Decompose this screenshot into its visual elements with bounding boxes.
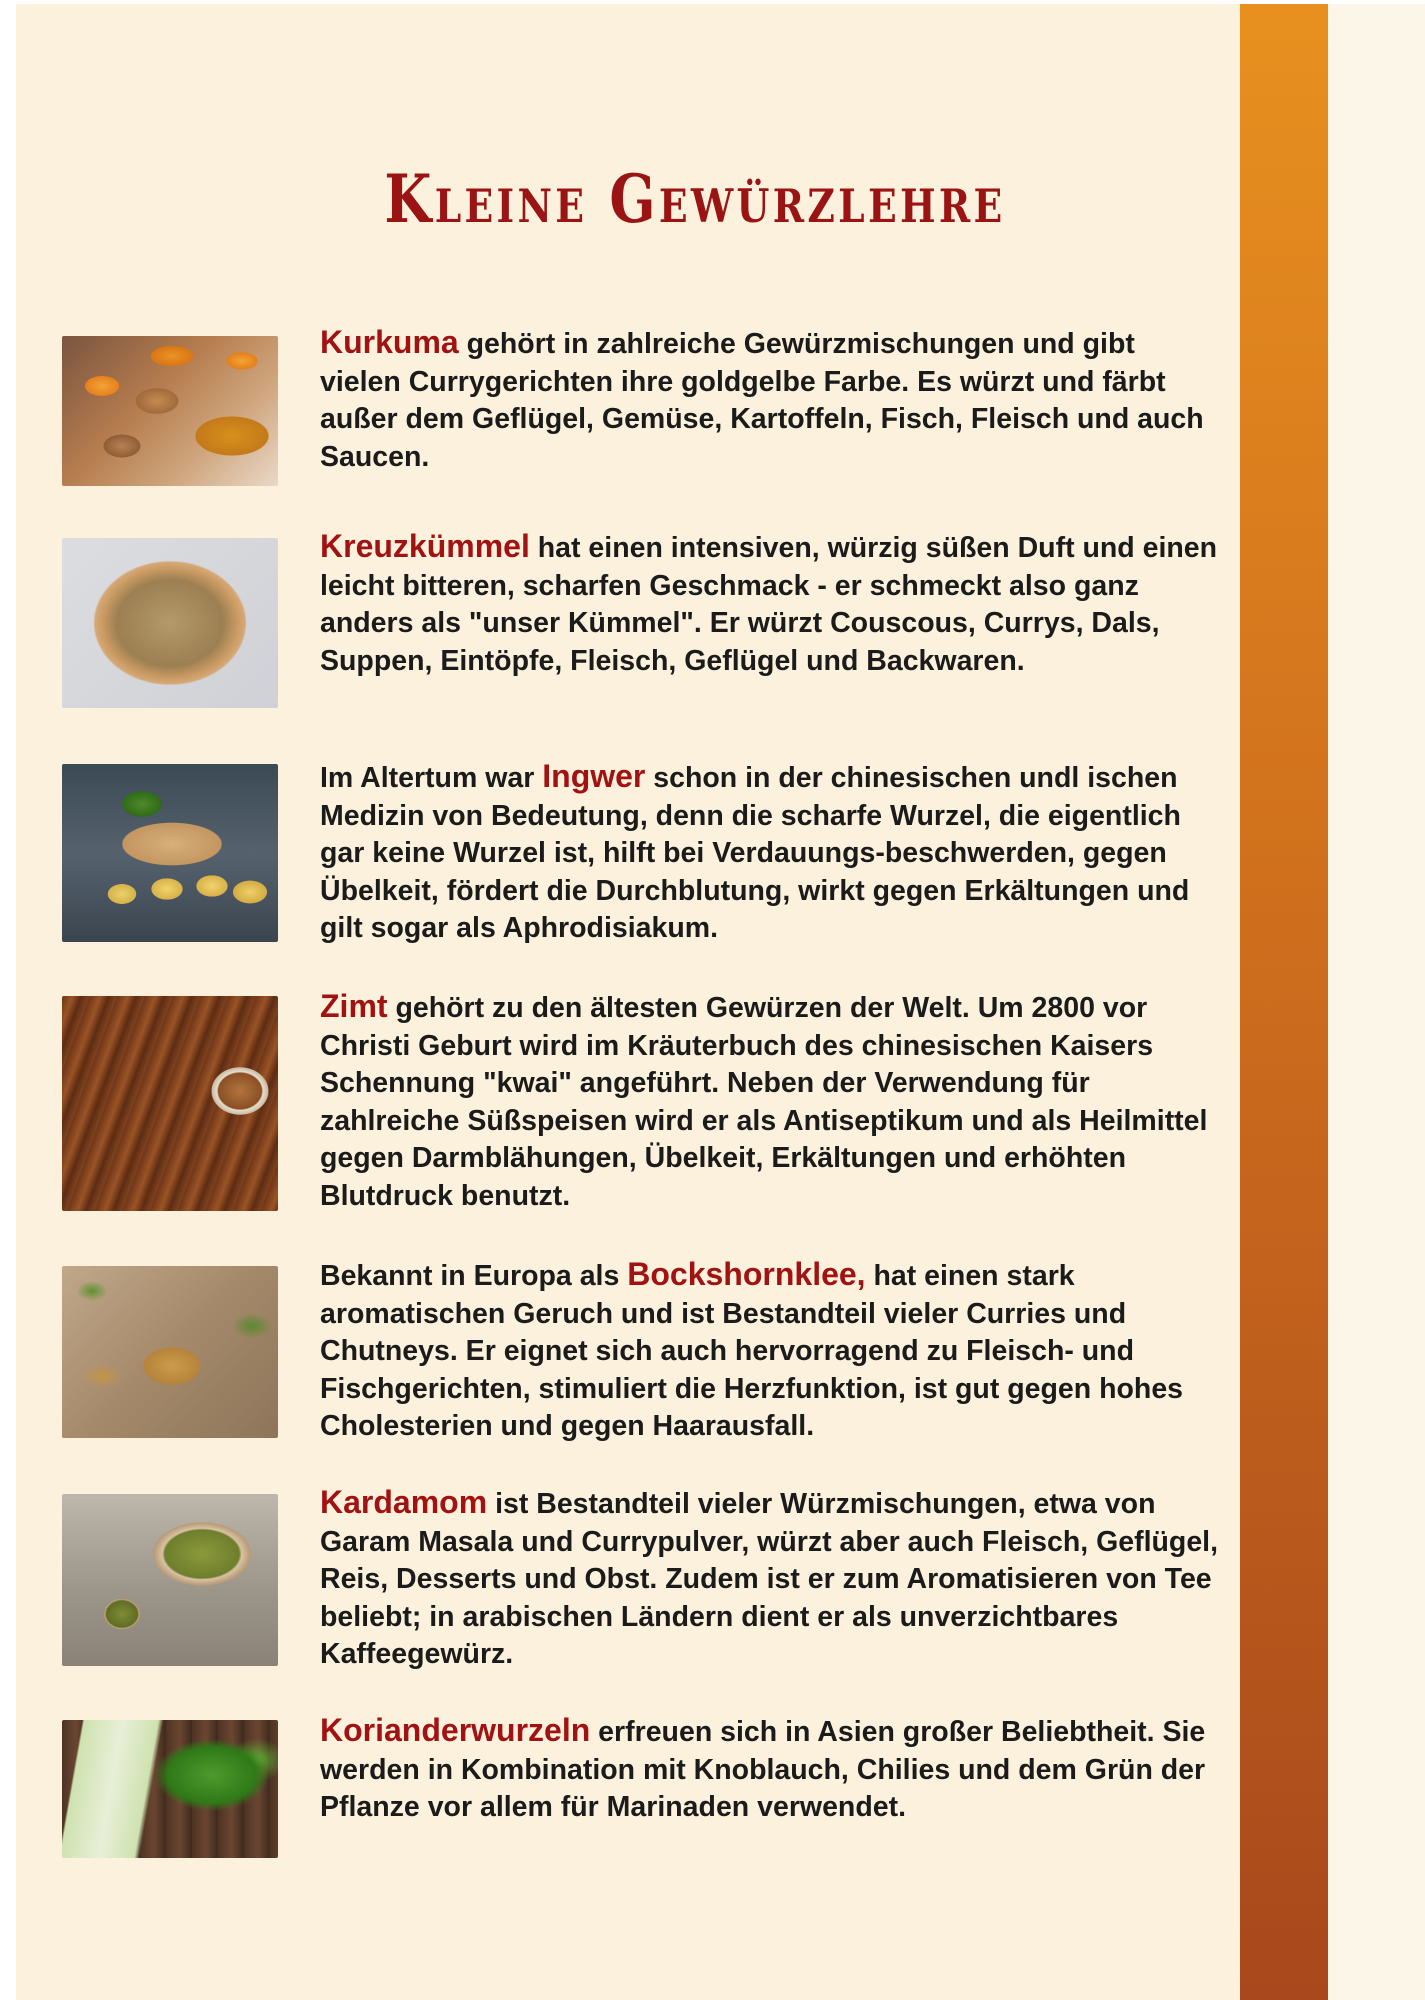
cardamom-photo (62, 1494, 278, 1666)
spice-name: Kreuzkümmel (320, 528, 530, 564)
spice-description: Korianderwurzeln erfreuen sich in Asien großer Beliebtheit. Sie werden in Kombination mit Knoblauch, Chilies und dem Grün der Pflanze vor allem für Marinaden verwendet. (320, 1712, 1206, 1823)
cinnamon-photo (62, 996, 278, 1211)
spice-name: Bockshornklee, (627, 1256, 866, 1292)
spice-name: Kurkuma (320, 324, 459, 360)
spice-name: Ingwer (542, 758, 646, 794)
spice-description: Kardamom ist Bestandteil vieler Würzmischungen, etwa von Garam Masala und Currypulver, würzt aber auch Fleisch, Geflügel, Reis, Desserts und Obst. Zudem ist er zum Aromatisieren von Tee beliebt; in arabischen Ländern dient er als unverzichtbares Kaffeegewürz. (320, 1484, 1219, 1670)
spice-name: Zimt (320, 988, 388, 1024)
ginger-photo (62, 764, 278, 942)
spice-description: Bekannt in Europa als Bockshornklee, hat einen stark aromatischen Geruch und ist Bestandteil vieler Curries und Chutneys. Er eignet sich auch hervorragend zu Fleisch- und Fischgerichten, stimuliert die Herzfunktion, ist gut gegen hohes Cholesterien und gegen Haarausfall. (320, 1256, 1184, 1442)
fenugreek-photo (62, 1266, 278, 1438)
spice-description: Kreuzkümmel hat einen intensiven, würzig süßen Duft und einen leicht bitteren, scharfen Geschmack - er schmeckt also ganz anders als "unser Kümmel". Er würzt Couscous, Currys, Dals, Suppen, Eintöpfe, Fleisch, Geflügel und Backwaren. (320, 528, 1218, 677)
cumin-photo (62, 538, 278, 708)
decorative-stripe (1240, 4, 1328, 2000)
turmeric-photo (62, 336, 278, 486)
spice-description: Zimt gehört zu den ältesten Gewürzen der Welt. Um 2800 vor Christi Geburt wird im Kräuterbuch des chinesischen Kaisers Schennung "kwai" angeführt. Neben der Verwendung für zahlreiche Süßspeisen wird er als Antiseptikum und als Heilmittel gegen Darmblähungen, Übelkeit, Erkältungen und erhöhten Blutdruck benutzt. (320, 988, 1208, 1212)
right-margin (1328, 4, 1425, 2000)
spice-description: Im Altertum war Ingwer schon in der chinesischen undl ischen Medizin von Bedeutung, denn die scharfe Wurzel, die eigentlich gar keine Wurzel ist, hilft bei Verdauungs-beschwerden, gegen Übelkeit, fördert die Durchblutung, wirkt gegen Erkältungen und gilt sogar als Aphrodisiakum. (320, 758, 1190, 944)
page-title: Kleine Gewürzlehre (384, 160, 1006, 238)
coriander-root-photo (62, 1720, 278, 1858)
spice-name: Kardamom (320, 1484, 488, 1520)
spice-name: Korianderwurzeln (320, 1712, 591, 1748)
spice-description: Kurkuma gehört in zahlreiche Gewürzmischungen und gibt vielen Currygerichten ihre goldgelbe Farbe. Es würzt und färbt außer dem Geflügel, Gemüse, Kartoffeln, Fisch, Fleisch und auch Saucen. (320, 324, 1204, 473)
